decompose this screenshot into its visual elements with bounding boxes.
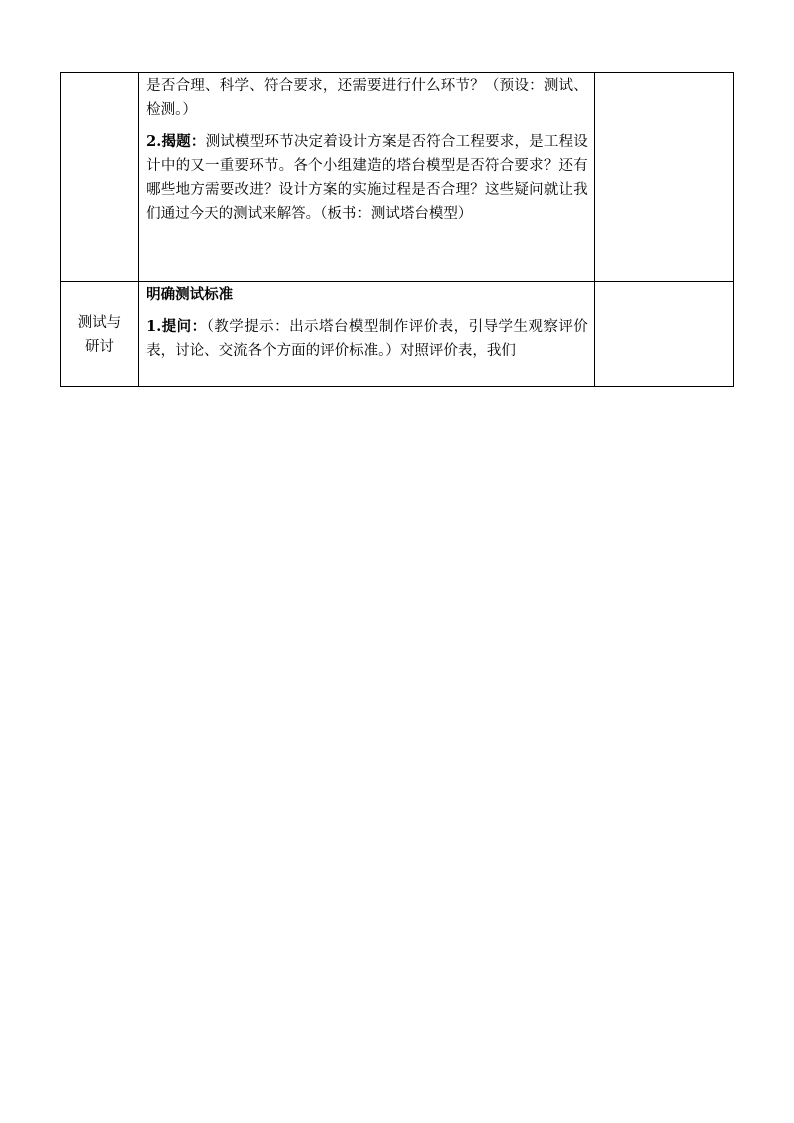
paragraph-text: （教学提示：出示塔台模型制作评价表，引导学生观察评价表，讨论、交流各个方面的评价标准。）对照评价表，我们 <box>146 319 588 359</box>
section-heading: 明确测试标准 <box>146 286 234 303</box>
paragraph-text: 测试模型环节决定着设计方案是否符合工程要求，是工程设计中的又一重要环节。各个小组建造的塔台模型是否符合要求？还有哪些地方需要改进？设计方案的实施过程是否合理？这些疑问就让我们通过今天的测试来解答。（板书：测试塔台模型） <box>146 134 588 222</box>
paragraph-label: 2.揭题： <box>146 133 206 150</box>
note-cell <box>594 282 733 387</box>
paragraph-label: 1.提问： <box>146 318 207 335</box>
stage-cell <box>61 282 139 387</box>
table-row <box>61 282 734 387</box>
content-cell <box>139 73 595 282</box>
stage-label: 测试与研讨 <box>77 315 122 355</box>
stage-cell <box>61 73 139 282</box>
note-cell <box>594 73 733 282</box>
content-paragraph <box>146 315 588 363</box>
content-paragraph <box>146 130 588 226</box>
lesson-plan-table <box>60 72 734 387</box>
table-row <box>61 73 734 282</box>
content-paragraph: 是否合理、科学、符合要求，还需要进行什么环节？（预设：测试、检测。） <box>146 78 588 118</box>
content-cell <box>139 282 595 387</box>
